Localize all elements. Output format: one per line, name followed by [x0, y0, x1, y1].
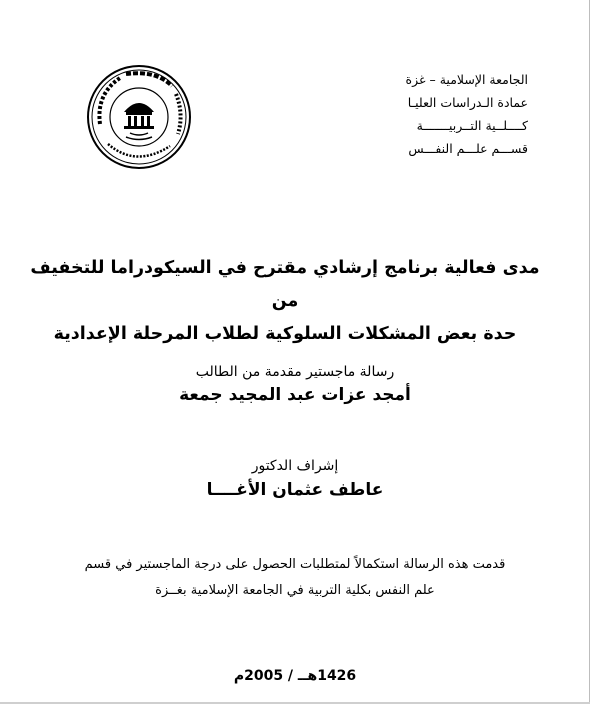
- title-line-1: مدى فعالية برنامج إرشادي مقترح في السيكودراما للتخفيف من: [30, 258, 540, 311]
- title-line-2: حدة بعض المشكلات السلوكية لطلاب المرحلة الإعدادية: [53, 324, 517, 344]
- faculty-name: كــــلــية التــربيـــــــة: [416, 118, 528, 133]
- university-name: الجامعة الإسلامية – غزة: [405, 72, 528, 87]
- submission-line-1: قدمت هذه الرسالة استكمالاً لمتطلبات الحصول على درجة الماجستير في قسم: [84, 557, 506, 572]
- supervisor-name: عاطف عثمان الأغــــا: [206, 480, 384, 500]
- thesis-title: [20, 252, 550, 351]
- student-label: رسالة ماجستير مقدمة من الطالب: [195, 364, 395, 380]
- submission-statement: [0, 552, 590, 604]
- supervisor-label: إشراف الدكتور: [251, 458, 339, 474]
- institution-header: [406, 68, 528, 160]
- submission-date: 1426هــ / 2005م: [233, 668, 357, 684]
- supervisor-section: [0, 458, 590, 500]
- submission-line-2: علم النفس بكلية التربية في الجامعة الإسلامية بغــزة: [155, 583, 435, 598]
- seal-emblem-icon: [124, 103, 154, 140]
- university-seal-logo: [86, 64, 192, 170]
- department-name: قســـم علـــم النفـــس: [408, 141, 528, 156]
- student-section: [0, 364, 590, 405]
- deanship-name: عمادة الـدراسات العليـا: [407, 95, 528, 110]
- student-name: أمجد عزات عبد المجيد جمعة: [179, 385, 411, 405]
